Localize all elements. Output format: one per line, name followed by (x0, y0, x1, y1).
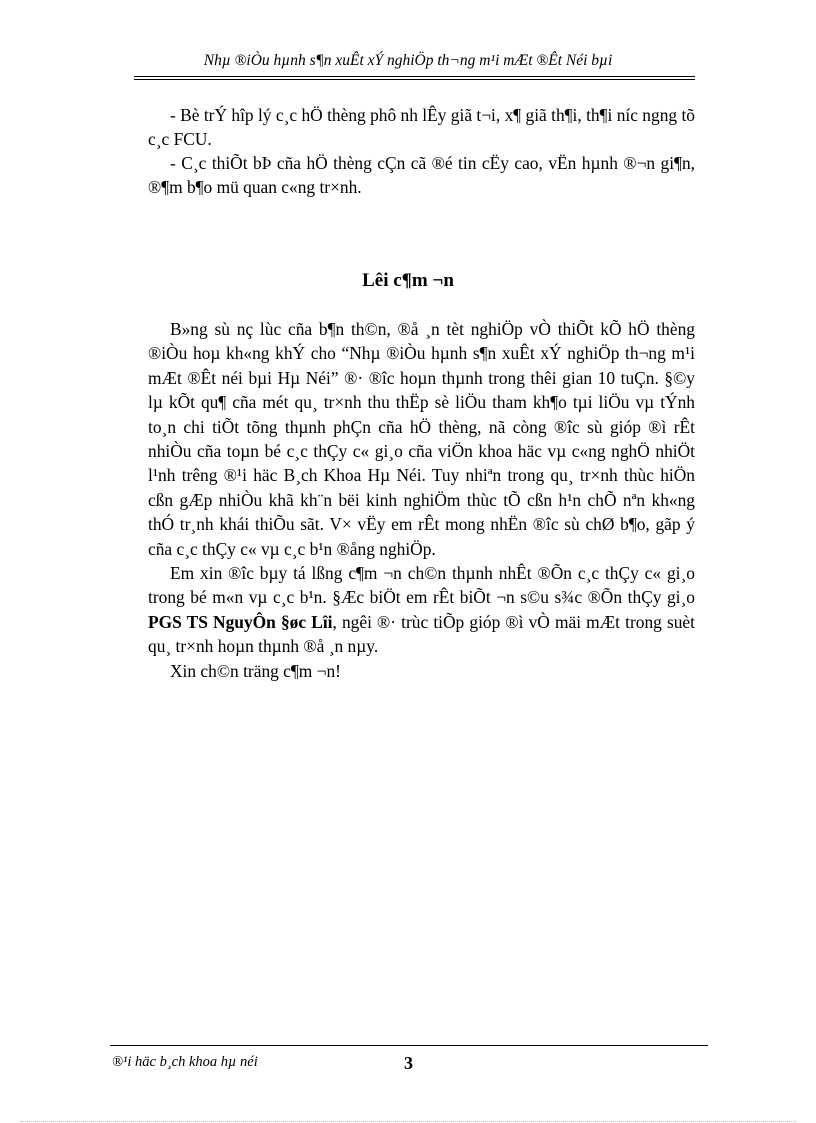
body-paragraph (148, 561, 695, 659)
body-text: , ngêi ®· trùc tiÕp gióp ®ì vÒ mäi mÆt trong suèt qu¸ tr×nh hoµn thµnh ®å ¸n nµy. (148, 611, 695, 657)
intro-paragraph: - Bè trÝ hîp lý c¸c hÖ thèng phô nh lÊy giã t¬i, x¶ giã th¶i, th¶i níc ngng tõ c¸c FCU. (148, 105, 695, 149)
page-number: 3 (404, 1053, 413, 1073)
acknowledgement-body (148, 317, 695, 683)
footer-school: ®¹i häc b¸ch khoa hµ néi (112, 1054, 258, 1070)
body-text: Em xin ®îc bµy tá lßng c¶m ¬n ch©n thµnh nhÊt ®Õn c¸c thÇy c« gi¸o trong bé m«n vµ c¸c b¹n. §Æc biÖt em rÊt biÕt ¬n s©u s¾c ®Õn thÇy gi¸o (148, 563, 695, 608)
closing-line: Xin ch©n träng c¶m ¬n! (170, 660, 341, 681)
body-paragraph: B»ng sù nç lùc cña b¶n th©n, ®å ¸n tèt nghiÖp vÒ thiÕt kÕ hÖ thèng ®iÒu hoµ kh«ng khÝ cho “Nhµ ®iÒu hµnh s¶n xuÊt xÝ nghiÖp th¬ng m¹i mÆt ®Êt néi bµi Hµ Néi” ®· ®îc hoµn thµnh trong thêi gian 10 tuÇn. §©y lµ kÕt qu¶ cña mét qu¸ tr×nh thu thËp sè liÖu tham kh¶o tµi liÖu vµ tÝnh to¸n chi tiÕt tõng thµnh phÇn cña hÖ thèng, nã còng ®îc sù gióp ®ì rÊt nhiÒu cña toµn bé c¸c thÇy c« gi¸o cña viÖn khoa häc vµ c«ng nghÖ nhiÖt l¹nh trêng ®¹i häc B¸ch Khoa Hµ Néi. Tuy nhiªn trong qu¸ tr×nh thùc hiÖn cßn gÆp nhiÒu khã kh¨n bëi kinh nghiÖm thùc tÕ cßn h¹n chÕ nªn kh«ng thÓ tr¸nh khái thiÕu sãt. V× vËy em rÊt mong nhËn ®îc sù chØ b¶o, gãp ý cña c¸c thÇy c« vµ c¸c b¹n ®ång nghiÖp. (148, 319, 695, 559)
page-edge-divider (20, 1121, 796, 1122)
advisor-name: PGS TS NguyÔn §øc Lîi (148, 611, 333, 632)
intro-block (148, 103, 695, 199)
footer-divider (110, 1045, 708, 1046)
section-title: Lêi c¶m ¬n (362, 270, 454, 291)
intro-paragraph: - C¸c thiÕt bÞ cña hÖ thèng cÇn cã ®é tin cËy cao, vËn hµnh ®¬n gi¶n, ®¶m b¶o mü quan c«ng tr×nh. (148, 153, 695, 197)
header-title: Nhµ ®iÒu hµnh s¶n xuÊt xÝ nghiÖp th¬ng m¹i mÆt ®Êt Néi bµi (203, 52, 613, 69)
header-divider (134, 76, 695, 80)
